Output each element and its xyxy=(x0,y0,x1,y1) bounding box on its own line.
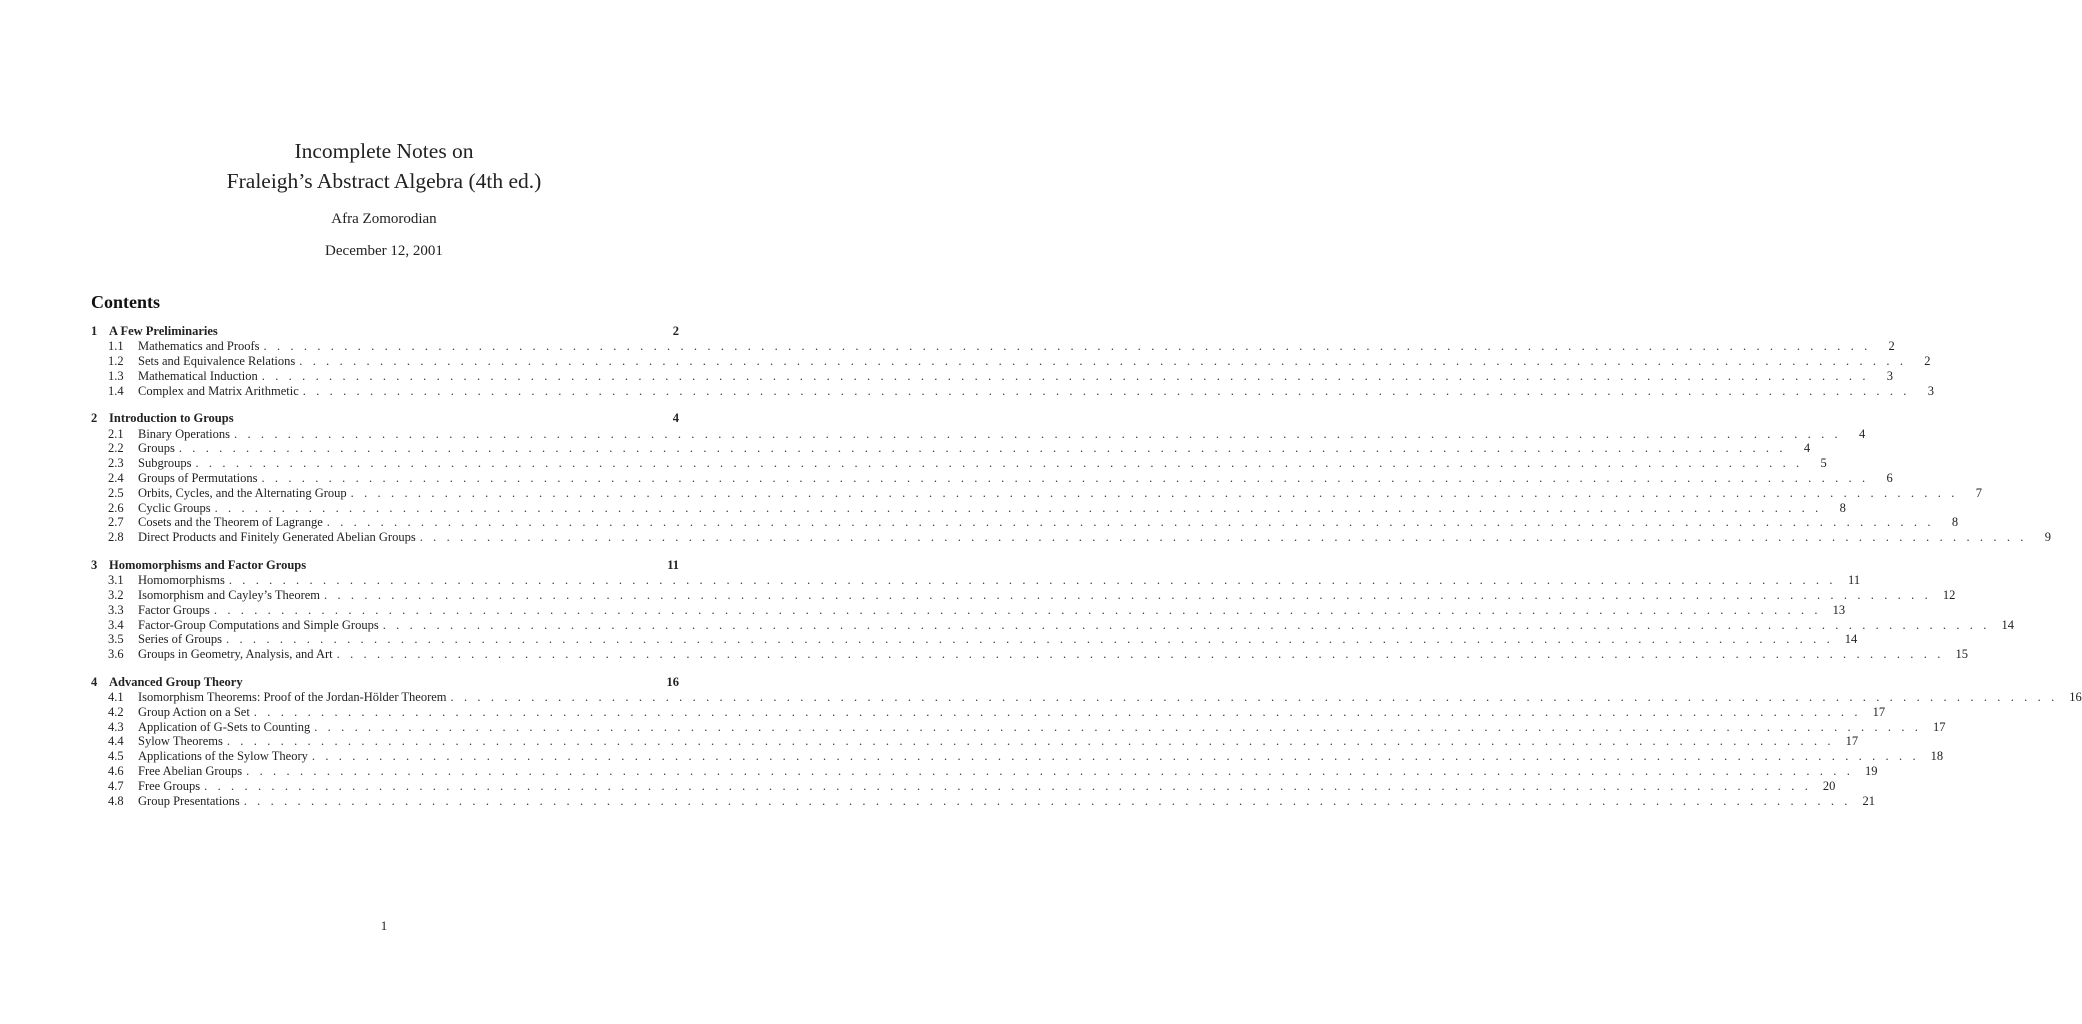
toc-section-entry[interactable] xyxy=(91,719,1946,735)
section-page: 4 xyxy=(1859,426,1866,441)
toc-section-entry[interactable] xyxy=(91,515,1959,530)
section-title: Subgroups xyxy=(138,456,192,471)
section-page: 16 xyxy=(2069,690,2082,705)
section-title: Mathematics and Proofs xyxy=(138,339,260,354)
toc-chapter-entry[interactable] xyxy=(91,411,679,426)
section-number: 1.1 xyxy=(108,339,124,354)
section-page: 3 xyxy=(1927,383,1935,398)
date: December 12, 2001 xyxy=(325,243,443,259)
section-number: 3.3 xyxy=(108,602,124,617)
section-page: 9 xyxy=(2044,530,2051,545)
chapter-title: Homomorphisms and Factor Groups xyxy=(109,557,307,572)
toc-chapter-entry[interactable] xyxy=(91,675,679,690)
section-number: 2.4 xyxy=(108,470,124,485)
chapter-page: 2 xyxy=(672,324,679,338)
section-number: 4.1 xyxy=(108,690,124,705)
title-line-1: Incomplete Notes on xyxy=(294,139,474,163)
section-number: 4.4 xyxy=(108,734,124,749)
toc-section-entry[interactable] xyxy=(91,470,1893,486)
section-page: 11 xyxy=(1848,573,1861,588)
section-title: Cyclic Groups xyxy=(138,500,211,515)
section-number: 4.5 xyxy=(108,749,124,764)
section-page: 12 xyxy=(1942,587,1956,602)
dot-leader: . . . . . . . . . . . . . . . . . . . . . . . . . . . . . . . . . . . . . . . . . . . . . . . . . . . . . . . . . . . . . . . . . . . . . . . . . . . . . . . . . . . . . . . . . . . . . . . . . . . . . . . . . . . . . . . . . . . . . . . . xyxy=(350,485,1958,500)
section-number: 3.4 xyxy=(108,617,124,632)
chapter-page: 11 xyxy=(667,557,679,572)
page-number: 1 xyxy=(380,918,388,933)
toc-section-entry[interactable] xyxy=(91,426,1866,442)
section-page: 5 xyxy=(1820,456,1827,471)
chapter-page: 16 xyxy=(666,674,679,689)
section-number: 4.7 xyxy=(108,778,124,793)
section-number: 3.1 xyxy=(108,573,124,588)
section-number: 2.6 xyxy=(108,500,124,515)
section-title: Orbits, Cycles, and the Alternating Group xyxy=(138,485,347,500)
section-title: Applications of the Sylow Theory xyxy=(138,749,308,764)
section-page: 17 xyxy=(1872,704,1886,719)
section-title: Factor Groups xyxy=(138,602,210,617)
section-number: 2.8 xyxy=(108,530,124,545)
section-page: 2 xyxy=(1924,353,1931,368)
toc-section-entry[interactable] xyxy=(91,647,1968,662)
section-title: Sets and Equivalence Relations xyxy=(138,353,296,368)
section-page: 14 xyxy=(2001,617,2014,632)
section-title: Cosets and the Theorem of Lagrange xyxy=(138,515,323,530)
toc-chapter xyxy=(91,324,1935,398)
section-page: 3 xyxy=(1886,368,1894,383)
toc-section-entry[interactable] xyxy=(91,441,1811,456)
dot-leader: . . . . . . . . . . . . . . . . . . . . . . . . . . . . . . . . . . . . . . . . . . . . . . . . . . . . . . . . . . . . . . . . . . . . . . . . . . . . . . . . . . . . . . . . . . . . . . . . . . . . . . . . . . . . . . . . . . . . . . . . xyxy=(204,778,1812,793)
section-number: 1.3 xyxy=(108,368,124,383)
dot-leader: . . . . . . . . . . . . . . . . . . . . . . . . . . . . . . . . . . . . . . . . . . . . . . . . . . . . . . . . . . . . . . . . . . . . . . . . . . . . . . . . . . . . . . . . . . . . . . . . . . . . . . . . . . . . . . . . . . . . . . . . xyxy=(324,587,1932,602)
section-title: Factor-Group Computations and Simple Groups xyxy=(138,617,379,632)
toc-section-entry[interactable] xyxy=(91,632,1858,647)
section-number: 1.2 xyxy=(108,353,124,368)
toc-section-entry[interactable] xyxy=(91,778,1836,794)
section-number: 3.6 xyxy=(108,647,124,662)
section-page: 8 xyxy=(1839,500,1846,515)
section-number: 4.2 xyxy=(108,704,124,719)
dot-leader: . . . . . . . . . . . . . . . . . . . . . . . . . . . . . . . . . . . . . . . . . . . . . . . . . . . . . . . . . . . . . . . . . . . . . . . . . . . . . . . . . . . . . . . . . . . . . . . . . . . . . . . . . . . . . . . . . . . . . . . . xyxy=(450,690,2058,705)
section-number: 2.1 xyxy=(108,426,124,441)
dot-leader: . . . . . . . . . . . . . . . . . . . . . . . . . . . . . . . . . . . . . . . . . . . . . . . . . . . . . . . . . . . . . . . . . . . . . . . . . . . . . . . . . . . . . . . . . . . . . . . . . . . . . . . . . . . . . . . . . . . . . . . . xyxy=(311,749,1920,764)
section-page: 21 xyxy=(1862,793,1876,808)
section-number: 2.2 xyxy=(108,441,124,456)
section-page: 15 xyxy=(1955,647,1968,662)
section-title: Mathematical Induction xyxy=(138,368,258,383)
toc-section-entry[interactable] xyxy=(91,617,2014,633)
section-title: Sylow Theorems xyxy=(138,734,223,749)
author: Afra Zomorodian xyxy=(331,211,437,227)
toc-section-entry[interactable] xyxy=(91,383,1935,399)
dot-leader: . . . . . . . . . . . . . . . . . . . . . . . . . . . . . . . . . . . . . . . . . . . . . . . . . . . . . . . . . . . . . . . . . . . . . . . . . . . . . . . . . . . . . . . . . . . . . . . . . . . . . . . . . . . . . . . . . . . . . . . . xyxy=(314,719,1922,734)
section-title: Groups xyxy=(138,441,175,456)
toc-section-entry[interactable] xyxy=(91,530,2051,545)
section-number: 2.3 xyxy=(108,456,124,471)
chapter-title: Introduction to Groups xyxy=(109,411,234,426)
section-page: 6 xyxy=(1886,470,1893,485)
section-title: Group Presentations xyxy=(138,793,240,808)
section-page: 17 xyxy=(1933,719,1946,734)
section-number: 2.7 xyxy=(108,515,124,530)
dot-leader: . . . . . . . . . . . . . . . . . . . . . . . . . . . . . . . . . . . . . . . . . . . . . . . . . . . . . . . . . . . . . . . . . . . . . . . . . . . . . . . . . . . . . . . . . . . . . . . . . . . . . . . . . . . . . . . . . . . . . . . . xyxy=(243,793,1852,808)
section-page: 4 xyxy=(1803,441,1811,456)
toc-section-entry[interactable] xyxy=(91,368,1894,384)
dot-leader: . . . . . . . . . . . . . . . . . . . . . . . . . . . . . . . . . . . . . . . . . . . . . . . . . . . . . . . . . . . . . . . . . . . . . . . . . . . . . . . . . . . . . . . . . . . . . . . . . . . . . . . . . . . . . . . . . . . . . . . . xyxy=(226,734,1835,749)
toc-section-entry[interactable] xyxy=(91,573,1861,588)
toc-section-entry[interactable] xyxy=(91,456,1827,471)
section-number: 3.2 xyxy=(108,587,124,602)
section-number: 4.8 xyxy=(108,793,124,808)
section-number: 3.5 xyxy=(108,632,124,647)
section-page: 18 xyxy=(1930,749,1944,764)
dot-leader: . . . . . . . . . . . . . . . . . . . . . . . . . . . . . . . . . . . . . . . . . . . . . . . . . . . . . . . . . . . . . . . . . . . . . . . . . . . . . . . . . . . . . . . . . . . . . . . . . . . . . . . . . . . . . . . . . . . . . . . . xyxy=(261,470,1869,485)
toc-section-entry[interactable] xyxy=(91,587,1956,603)
dot-leader: . . . . . . . . . . . . . . . . . . . . . . . . . . . . . . . . . . . . . . . . . . . . . . . . . . . . . . . . . . . . . . . . . . . . . . . . . . . . . . . . . . . . . . . . . . . . . . . . . . . . . . . . . . . . . . . . . . . . . . . . xyxy=(246,764,1854,779)
dot-leader: . . . . . . . . . . . . . . . . . . . . . . . . . . . . . . . . . . . . . . . . . . . . . . . . . . . . . . . . . . . . . . . . . . . . . . . . . . . . . . . . . . . . . . . . . . . . . . . . . . . . . . . . . . . . . . . . . . . . . . . . xyxy=(263,339,1871,354)
toc-chapter xyxy=(91,411,2051,545)
section-title: Direct Products and Finitely Generated Abelian Groups xyxy=(138,530,416,545)
dot-leader: . . . . . . . . . . . . . . . . . . . . . . . . . . . . . . . . . . . . . . . . . . . . . . . . . . . . . . . . . . . . . . . . . . . . . . . . . . . . . . . . . . . . . . . . . . . . . . . . . . . . . . . . . . . . . . . . . . . . . . . . xyxy=(195,456,1803,471)
section-title: Binary Operations xyxy=(138,426,230,441)
toc-section-entry[interactable] xyxy=(91,602,1846,618)
dot-leader: . . . . . . . . . . . . . . . . . . . . . . . . . . . . . . . . . . . . . . . . . . . . . . . . . . . . . . . . . . . . . . . . . . . . . . . . . . . . . . . . . . . . . . . . . . . . . . . . . . . . . . . . . . . . . . . . . . . . . . . . xyxy=(226,632,1834,647)
section-page: 17 xyxy=(1845,734,1859,749)
toc-chapter-entry[interactable] xyxy=(91,558,679,573)
section-page: 8 xyxy=(1951,515,1959,530)
section-title: Isomorphism and Cayley’s Theorem xyxy=(138,587,321,602)
section-number: 1.4 xyxy=(108,383,124,398)
section-page: 2 xyxy=(1888,339,1895,354)
toc-section-entry[interactable] xyxy=(91,734,1859,749)
toc-section-entry[interactable] xyxy=(91,764,1878,779)
section-number: 4.6 xyxy=(108,764,124,779)
chapter-number: 1 xyxy=(91,324,98,338)
section-title: Groups in Geometry, Analysis, and Art xyxy=(138,647,333,662)
chapter-page: 4 xyxy=(672,411,679,426)
toc-section-entry[interactable] xyxy=(91,500,1846,516)
dot-leader: . . . . . . . . . . . . . . . . . . . . . . . . . . . . . . . . . . . . . . . . . . . . . . . . . . . . . . . . . . . . . . . . . . . . . . . . . . . . . . . . . . . . . . . . . . . . . . . . . . . . . . . . . . . . . . . . . . . . . . . . xyxy=(382,617,1990,632)
contents-heading: Contents xyxy=(91,292,161,312)
section-number: 2.5 xyxy=(108,485,124,500)
section-title: Free Abelian Groups xyxy=(138,764,243,779)
dot-leader: . . . . . . . . . . . . . . . . . . . . . . . . . . . . . . . . . . . . . . . . . . . . . . . . . . . . . . . . . . . . . . . . . . . . . . . . . . . . . . . . . . . . . . . . . . . . . . . . . . . . . . . . . . . . . . . . . . . . . . . . xyxy=(228,573,1837,588)
section-title: Free Groups xyxy=(138,778,201,793)
dot-leader: . . . . . . . . . . . . . . . . . . . . . . . . . . . . . . . . . . . . . . . . . . . . . . . . . . . . . . . . . . . . . . . . . . . . . . . . . . . . . . . . . . . . . . . . . . . . . . . . . . . . . . . . . . . . . . . . . . . . . . . . xyxy=(178,441,1787,456)
section-title: Complex and Matrix Arithmetic xyxy=(138,383,299,398)
chapter-title: Advanced Group Theory xyxy=(109,674,243,689)
dot-leader: . . . . . . . . . . . . . . . . . . . . . . . . . . . . . . . . . . . . . . . . . . . . . . . . . . . . . . . . . . . . . . . . . . . . . . . . . . . . . . . . . . . . . . . . . . . . . . . . . . . . . . . . . . . . . . . . . . . . . . . . xyxy=(214,500,1822,515)
section-title: Isomorphism Theorems: Proof of the Jordan-Hölder Theorem xyxy=(138,690,447,705)
toc-section-entry[interactable] xyxy=(91,749,1944,764)
section-number: 4.3 xyxy=(108,719,124,734)
toc-section-entry[interactable] xyxy=(91,690,2082,705)
section-title: Groups of Permutations xyxy=(138,470,258,485)
section-title: Series of Groups xyxy=(138,632,223,647)
dot-leader: . . . . . . . . . . . . . . . . . . . . . . . . . . . . . . . . . . . . . . . . . . . . . . . . . . . . . . . . . . . . . . . . . . . . . . . . . . . . . . . . . . . . . . . . . . . . . . . . . . . . . . . . . . . . . . . . . . . . . . . . xyxy=(419,530,2027,545)
dot-leader: . . . . . . . . . . . . . . . . . . . . . . . . . . . . . . . . . . . . . . . . . . . . . . . . . . . . . . . . . . . . . . . . . . . . . . . . . . . . . . . . . . . . . . . . . . . . . . . . . . . . . . . . . . . . . . . . . . . . . . . . xyxy=(261,368,1870,383)
chapter-title: A Few Preliminaries xyxy=(109,324,218,338)
chapter-number: 2 xyxy=(91,411,98,426)
section-title: Group Action on a Set xyxy=(138,704,250,719)
dot-leader: . . . . . . . . . . . . . . . . . . . . . . . . . . . . . . . . . . . . . . . . . . . . . . . . . . . . . . . . . . . . . . . . . . . . . . . . . . . . . . . . . . . . . . . . . . . . . . . . . . . . . . . . . . . . . . . . . . . . . . . . xyxy=(326,515,1935,530)
chapter-number: 3 xyxy=(91,557,98,572)
toc-section-entry[interactable] xyxy=(91,353,1931,369)
section-page: 20 xyxy=(1822,778,1836,793)
toc-section-entry[interactable] xyxy=(91,793,1876,809)
toc-section-entry[interactable] xyxy=(91,485,1982,501)
section-title: Application of G-Sets to Counting xyxy=(138,719,311,734)
section-page: 13 xyxy=(1832,602,1846,617)
dot-leader: . . . . . . . . . . . . . . . . . . . . . . . . . . . . . . . . . . . . . . . . . . . . . . . . . . . . . . . . . . . . . . . . . . . . . . . . . . . . . . . . . . . . . . . . . . . . . . . . . . . . . . . . . . . . . . . . . . . . . . . . xyxy=(234,426,1842,441)
section-page: 19 xyxy=(1864,764,1878,779)
dot-leader: . . . . . . . . . . . . . . . . . . . . . . . . . . . . . . . . . . . . . . . . . . . . . . . . . . . . . . . . . . . . . . . . . . . . . . . . . . . . . . . . . . . . . . . . . . . . . . . . . . . . . . . . . . . . . . . . . . . . . . . . xyxy=(253,704,1862,719)
title-line-2: Fraleigh’s Abstract Algebra (4th ed.) xyxy=(226,169,542,193)
toc-section-entry[interactable] xyxy=(91,339,1895,354)
dot-leader: . . . . . . . . . . . . . . . . . . . . . . . . . . . . . . . . . . . . . . . . . . . . . . . . . . . . . . . . . . . . . . . . . . . . . . . . . . . . . . . . . . . . . . . . . . . . . . . . . . . . . . . . . . . . . . . . . . . . . . . . xyxy=(299,353,1907,368)
dot-leader: . . . . . . . . . . . . . . . . . . . . . . . . . . . . . . . . . . . . . . . . . . . . . . . . . . . . . . . . . . . . . . . . . . . . . . . . . . . . . . . . . . . . . . . . . . . . . . . . . . . . . . . . . . . . . . . . . . . . . . . . xyxy=(213,602,1822,617)
toc-section-entry[interactable] xyxy=(91,704,1886,720)
dot-leader: . . . . . . . . . . . . . . . . . . . . . . . . . . . . . . . . . . . . . . . . . . . . . . . . . . . . . . . . . . . . . . . . . . . . . . . . . . . . . . . . . . . . . . . . . . . . . . . . . . . . . . . . . . . . . . . . . . . . . . . . xyxy=(302,383,1911,398)
toc-chapter xyxy=(91,557,2014,662)
document-title xyxy=(0,136,768,196)
toc-chapter xyxy=(91,674,2082,809)
section-page: 14 xyxy=(1844,632,1858,647)
section-title: Homomorphisms xyxy=(138,573,225,588)
toc-chapter-entry[interactable] xyxy=(91,324,679,339)
chapter-number: 4 xyxy=(91,674,98,689)
dot-leader: . . . . . . . . . . . . . . . . . . . . . . . . . . . . . . . . . . . . . . . . . . . . . . . . . . . . . . . . . . . . . . . . . . . . . . . . . . . . . . . . . . . . . . . . . . . . . . . . . . . . . . . . . . . . . . . . . . . . . . . . xyxy=(336,647,1944,662)
table-of-contents xyxy=(91,324,2082,821)
section-page: 7 xyxy=(1975,485,1982,500)
